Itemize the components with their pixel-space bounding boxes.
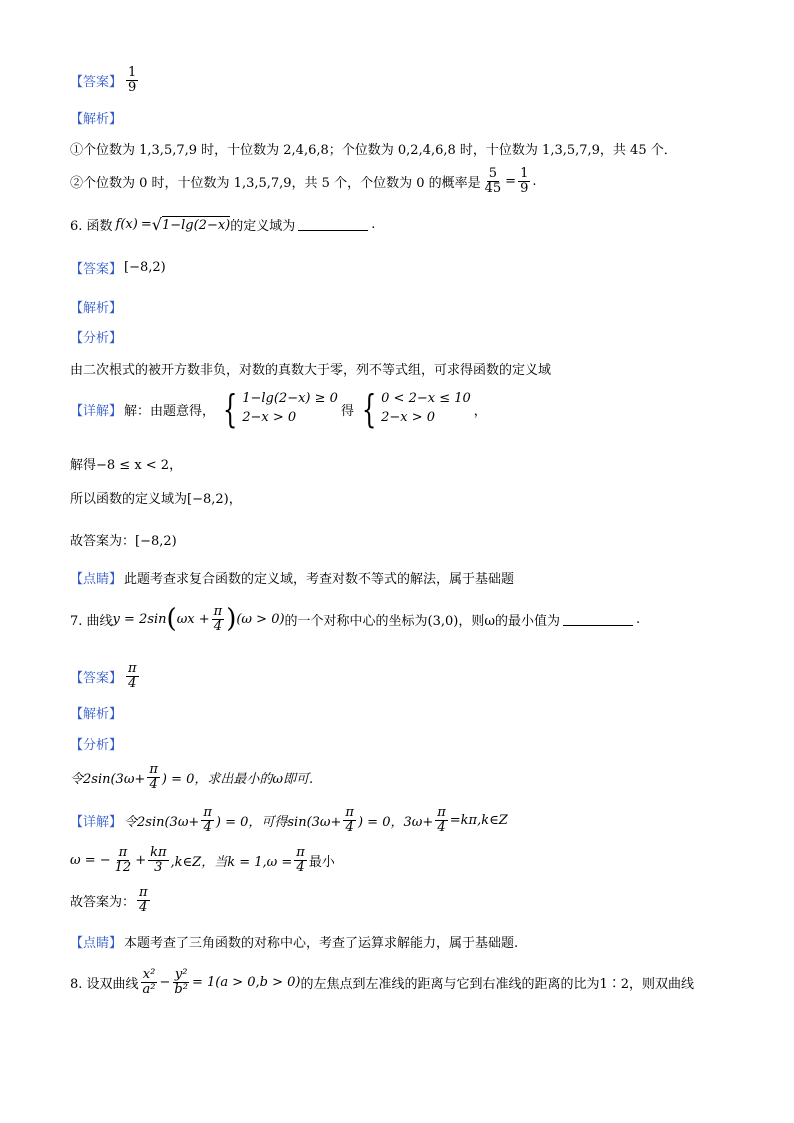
- q7-answer-blank: [563, 613, 633, 626]
- answer-label: 【答案】: [70, 74, 123, 90]
- q6-domain: 所以函数的定义域为[−8,2)，: [70, 492, 242, 507]
- q6-fenxi-heading: 【分析】: [70, 331, 123, 346]
- q6-final: 故答案为：[−8,2): [70, 534, 177, 549]
- q6-comment: 【点睛】 此题考查求复合函数的定义域，考查对数不等式的解法，属于基础题: [70, 572, 515, 587]
- q6-system-1: { 1−lg(2−x) ≥ 0 2−x > 0: [222, 387, 338, 431]
- q7-comment: 【点睛】 本题考查了三角函数的对称中心，考查了运算求解能力，属于基础题.: [70, 936, 519, 951]
- q7-detail: 【详解】 令2sin(3ω+ $\frac{\pi}{4}$ ) = 0，可得sin(3ω+ $\frac{\pi}{4}$ ) = 0，3ω+ $\frac{\pi}{4}$ =kπ,k∈Z: [70, 805, 508, 835]
- q6-fenxi-text: 由二次根式的被开方数非负，对数的真数大于零，列不等式组，可求得函数的定义域: [70, 363, 552, 378]
- q6-answer-blank: [298, 218, 368, 231]
- q7-final: 故答案为： $\frac{\pi}{4}$: [70, 885, 148, 915]
- q6-system-2: { 0 < 2−x ≤ 10 2−x > 0: [361, 387, 471, 431]
- q6-analysis-heading: 【解析】: [70, 301, 123, 316]
- q5-answer-fraction: $\frac{1}{9}$: [128, 65, 137, 95]
- q5-analysis-heading: 【解析】: [70, 112, 123, 127]
- q6-sqrt: √ 1−lg(2−x): [151, 215, 231, 234]
- q8-question: 8. 设双曲线 $\frac{\text{x²}}{\text{a²}}$ − $\frac{\text{y²}}{\text{b²}}$ = 1 (a > 0,b > 0) 的左焦点到左准线的距离与它到右准线的距离的比为1∶2，则双曲线: [70, 967, 695, 997]
- q7-question: 7. 曲线 y = 2sin ( ωx + $\frac{\pi}{4}$ ) (ω > 0) 的一个对称中心的坐标为(3,0)，则ω的最小值为 .: [70, 604, 641, 635]
- q7-fenxi: 令2sin(3ω+ $\frac{\pi}{4}$ ) = 0，求出最小的ω即可.: [70, 762, 314, 792]
- q7-answer-line: 【答案】 $\frac{\pi}{4}$: [70, 661, 137, 691]
- q6-answer-line: 【答案】 [−8,2): [70, 260, 166, 277]
- q7-fenxi-heading: 【分析】: [70, 738, 123, 753]
- q7-analysis-heading: 【解析】: [70, 707, 123, 722]
- q5-case2-fraction-2: $\frac{1}{9}$: [520, 166, 529, 196]
- q6-detail: 【详解】 解：由题意得， { 1−lg(2−x) ≥ 0 2−x > 0 得 { 0 < 2−x ≤ 10 2−x > 0 ，: [70, 387, 487, 431]
- q5-case1: ①个位数为 1,3,5,7,9 时，十位数为 2,4,6,8；个位数为 0,2,4,6,8 时，十位数为 1,3,5,7,9，共 45 个．: [70, 143, 677, 158]
- q5-case2-fraction-1: $\frac{5}{45}$: [484, 166, 502, 196]
- q6-solve: 解得−8 ≤ x < 2，: [70, 458, 183, 473]
- q6-question: 6. 函数 f(x) = √ 1−lg(2−x) 的定义域为 .: [70, 215, 376, 234]
- q5-case2: ②个位数为 0 时，十位数为 1,3,5,7,9，共 5 个，个位数为 0 的概率是 $\frac{5}{45}$ = $\frac{1}{9}$ .: [70, 166, 537, 196]
- q5-answer-line: [70, 66, 754, 94]
- q7-omega: ω = − $\frac{\pi}{12}$ + $\frac{k\pi}{3}$ ,k∈Z，当k = 1,ω = $\frac{\pi}{4}$ 最小: [70, 845, 335, 875]
